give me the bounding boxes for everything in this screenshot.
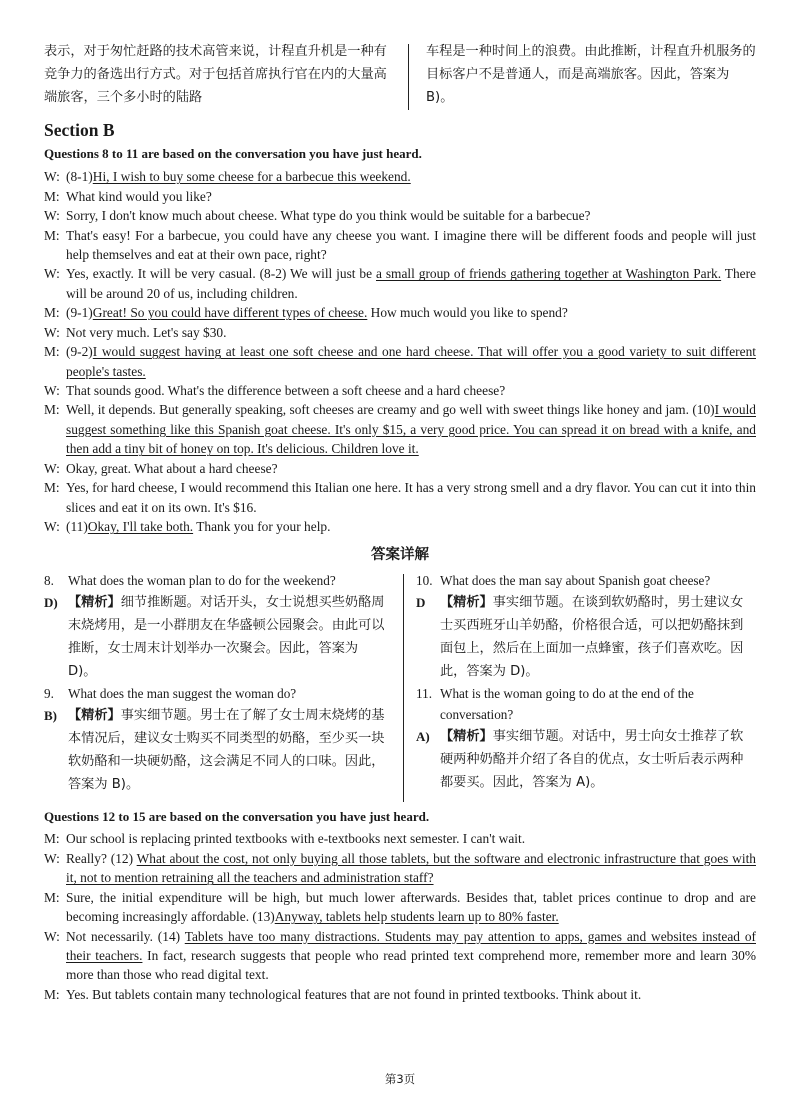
speaker-label: W: <box>44 383 60 399</box>
explanation-body: 事实细节题。男士在了解了女士周末烧烤的基本情况后，建议女士购买不同类型的奶酪，至少买一块软奶酪和一块硬奶酪，这会满足不同人的口味。因此，答案为 B)。 <box>68 707 385 792</box>
explanation-tag: 【精析】 <box>68 594 121 610</box>
speaker-label: M: <box>44 480 60 496</box>
speaker-label: M: <box>44 889 60 905</box>
question-text: What is the woman going to do at the end of the conversation? <box>440 685 694 722</box>
transcript-turn <box>44 342 756 381</box>
explanation-text <box>68 591 390 683</box>
speaker-label: W: <box>44 850 60 866</box>
speaker-label: W: <box>44 208 60 224</box>
question-text: What does the man say about Spanish goat cheese? <box>440 572 711 588</box>
turn-segment: (9-1) <box>66 305 93 321</box>
speaker-label: M: <box>44 188 60 204</box>
transcript-turn <box>44 517 756 536</box>
underlined-key-text: a small group of friends gathering together at Washington Park. <box>375 266 722 282</box>
transcript-turn <box>44 303 756 322</box>
answer-letter: D) <box>44 594 58 610</box>
transcript-turn <box>44 187 756 206</box>
question-number: 11. <box>416 685 432 701</box>
turn-segment: There will be around 20 of us, including children. <box>66 266 756 301</box>
turn-segment: Really? (12) <box>66 850 137 866</box>
explanation-tag: 【精析】 <box>440 728 493 744</box>
page <box>44 40 756 1004</box>
answer-letter: A) <box>416 728 430 744</box>
underlined-key-text: Tablets have too many distractions. Students may pay attention to apps, games and websites instead of their teachers. <box>66 928 756 964</box>
conv1-transcript <box>44 167 756 536</box>
speaker-label: W: <box>44 324 60 340</box>
turn-text <box>66 985 756 1004</box>
explanation-tag: 【精析】 <box>68 707 121 723</box>
underlined-key-text: I would suggest something like this Spanish goat cheese. It's only $15, a very good price. You can spread it on bread with a knife, and then add a tiny bit of honey on top. It's delicious. Children love it. <box>66 402 756 457</box>
top-continuation <box>44 40 756 110</box>
question <box>416 570 756 591</box>
transcript-turn <box>44 849 756 888</box>
turn-text <box>66 478 756 517</box>
turn-segment: Yes, exactly. It will be very casual. (8-2) We will just be <box>66 266 376 282</box>
speaker-label: W: <box>44 169 60 185</box>
turn-segment: Well, it depends. But generally speaking, soft cheeses are creamy and go well with sweet things like honey and jam. (10) <box>66 402 715 418</box>
turn-segment: That's easy! For a barbecue, you could have any cheese you want. I imagine there will be different foods and people will just help themselves and eat at their own pace, right? <box>66 227 756 262</box>
underlined-key-text: I would suggest having at least one soft cheese and one hard cheese. That will offer you a good variety to suit different people's tastes. <box>66 344 756 379</box>
turn-segment: Not necessarily. (14) <box>66 928 185 944</box>
turn-text <box>66 187 756 206</box>
answers-right-column <box>416 570 756 802</box>
turn-segment: What kind would you like? <box>66 188 212 204</box>
turn-text <box>66 226 756 265</box>
underlined-key-text: What about the cost, not only buying all those tablets, but the software and electronic infrastructure that goes with it, not to mention retraining all the teachers and administration staff? <box>66 850 756 886</box>
transcript-turn <box>44 927 756 985</box>
question-number: 10. <box>416 572 433 588</box>
transcript-turn <box>44 985 756 1004</box>
turn-text <box>66 459 756 478</box>
question-text: What does the woman plan to do for the weekend? <box>68 572 336 588</box>
question <box>416 683 756 725</box>
turn-segment: Yes. But tablets contain many technological features that are not found in printed textbooks. Think about it. <box>66 986 642 1002</box>
turn-segment: (9-2) <box>66 344 93 360</box>
speaker-label: W: <box>44 266 60 282</box>
explanation-body: 事实细节题。在谈到软奶酪时，男士建议女士买西班牙山羊奶酪，价格很合适，可以把奶酪抹到面包上，然后在上面加一点蜂蜜，孩子们喜欢吃。因此，答案为 D)。 <box>440 594 744 679</box>
answers-block <box>44 570 756 802</box>
answers-title: 答案详解 <box>371 546 429 563</box>
explanation-body: 细节推断题。对话开头，女士说想买些奶酪周末烧烤用，是一小群朋友在华盛顿公园聚会。由此可以推断，女士周末计划举办一次聚会。因此，答案为 D)。 <box>68 594 385 679</box>
explanation-tag: 【精析】 <box>440 594 493 610</box>
turn-text <box>66 829 756 848</box>
turn-text <box>66 888 756 927</box>
underlined-key-text: Okay, I'll take both. <box>87 519 194 535</box>
question <box>44 570 390 591</box>
turn-segment: Yes, for hard cheese, I would recommend this Italian one here. It has a very strong smell and a dry flavor. You can cut it into thin slices and eat it on its own. It's $16. <box>66 480 756 515</box>
top-left-text: 表示，对于匆忙赶路的技术高管来说，计程直升机是一种有竞争力的备选出行方式。对于包括首席执行官在内的大量高端旅客，三个多小时的陆路 <box>44 44 387 105</box>
turn-text <box>66 381 756 400</box>
question-number: 8. <box>44 572 54 588</box>
transcript-turn <box>44 478 756 517</box>
question-number: 9. <box>44 685 54 701</box>
explanation-body: 事实细节题。对话中，男士向女士推荐了软硬两种奶酪并介绍了各自的优点，女士听后表示两种都要买。因此，答案为 A)。 <box>440 728 744 790</box>
turn-text <box>66 206 756 225</box>
speaker-label: W: <box>44 928 60 944</box>
turn-segment: Sorry, I don't know much about cheese. What type do you think would be suitable for a barbecue? <box>66 208 591 224</box>
transcript-turn <box>44 829 756 848</box>
turn-segment: That sounds good. What's the difference between a soft cheese and a hard cheese? <box>66 383 506 399</box>
turn-segment: (8-1) <box>66 169 93 185</box>
question <box>44 683 390 704</box>
explanation-text <box>440 725 756 794</box>
speaker-label: M: <box>44 227 60 243</box>
transcript-turn <box>44 167 756 186</box>
underlined-key-text: Anyway, tablets help students learn up to 80% faster. <box>274 909 559 925</box>
speaker-label: M: <box>44 402 60 418</box>
transcript-turn <box>44 323 756 342</box>
transcript-turn <box>44 206 756 225</box>
answer-letter: D <box>416 594 426 610</box>
transcript-turn <box>44 264 756 303</box>
page-number: 第3页 <box>384 1072 416 1086</box>
transcript-turn <box>44 381 756 400</box>
underlined-key-text: Great! So you could have different types of cheese. <box>92 305 368 321</box>
turn-text <box>66 323 756 342</box>
turn-segment: Not very much. Let's say $30. <box>66 324 227 340</box>
turn-text <box>66 927 756 985</box>
transcript-turn <box>44 400 756 458</box>
turn-text <box>66 167 756 186</box>
turn-segment: Sure, the initial expenditure will be high, but much lower afterwards. Besides that, tablet prices continue to drop and are becoming increasingly affordable. (13) <box>66 889 756 925</box>
transcript-turn <box>44 888 756 927</box>
speaker-label: M: <box>44 831 60 847</box>
speaker-label: W: <box>44 460 60 476</box>
turn-text <box>66 303 756 322</box>
explanation-text <box>440 591 756 683</box>
turn-text <box>66 264 756 303</box>
answer-letter: B) <box>44 707 57 723</box>
explanation-text <box>68 704 390 796</box>
section-title: Section B <box>44 120 115 140</box>
turn-segment: Our school is replacing printed textbooks with e-textbooks next semester. I can't wait. <box>66 831 526 847</box>
conv2-transcript <box>44 829 756 1004</box>
turn-segment: How much would you like to spend? <box>367 305 568 321</box>
top-right-text: 车程是一种时间上的浪费。由此推断，计程直升机服务的目标客户不是普通人，而是高端旅客。因此，答案为 B)。 <box>426 44 756 105</box>
transcript-turn <box>44 226 756 265</box>
column-divider <box>408 44 409 110</box>
answer-explanation <box>44 591 390 683</box>
speaker-label: W: <box>44 519 60 535</box>
turn-text <box>66 517 756 536</box>
turn-segment: (11) <box>66 519 88 535</box>
underlined-key-text: Hi, I wish to buy some cheese for a barbecue this weekend. <box>92 169 411 185</box>
transcript-turn <box>44 459 756 478</box>
conv1-heading: Questions 8 to 11 are based on the conversation you have just heard. <box>44 146 422 162</box>
turn-text <box>66 342 756 381</box>
turn-segment: Okay, great. What about a hard cheese? <box>66 460 278 476</box>
turn-text <box>66 849 756 888</box>
turn-segment: Thank you for your help. <box>193 519 331 535</box>
answers-divider <box>403 574 404 802</box>
speaker-label: M: <box>44 986 60 1002</box>
answer-explanation <box>416 725 756 794</box>
conv2-heading: Questions 12 to 15 are based on the conversation you have just heard. <box>44 808 430 824</box>
answer-explanation <box>416 591 756 683</box>
answers-left-column <box>44 570 390 802</box>
speaker-label: M: <box>44 305 60 321</box>
question-text: What does the man suggest the woman do? <box>68 685 297 701</box>
answer-explanation <box>44 704 390 796</box>
turn-text <box>66 400 756 458</box>
speaker-label: M: <box>44 344 60 360</box>
turn-segment: In fact, research suggests that people who read printed text comprehend more, remember more and learn 30% more than those who read digital text. <box>66 948 756 983</box>
